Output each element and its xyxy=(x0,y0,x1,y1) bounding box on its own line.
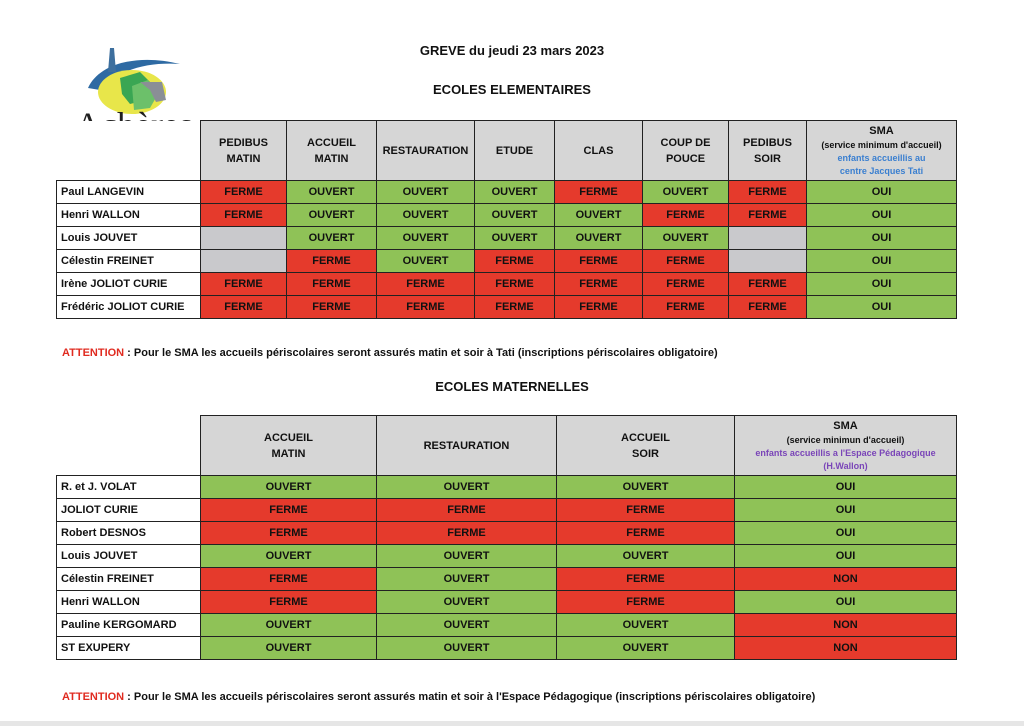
status-cell: FERME xyxy=(557,522,735,545)
status-cell: FERME xyxy=(555,273,643,296)
col-header: ACCUEIL SOIR xyxy=(557,416,735,476)
status-cell: OUI xyxy=(735,476,957,499)
table-row xyxy=(57,476,957,499)
table-row xyxy=(57,522,957,545)
status-cell: OUI xyxy=(807,204,957,227)
school-name: Pauline KERGOMARD xyxy=(57,614,201,637)
school-name: Henri WALLON xyxy=(57,204,201,227)
status-cell: OUVERT xyxy=(287,204,377,227)
status-cell: NON xyxy=(735,568,957,591)
school-name: Robert DESNOS xyxy=(57,522,201,545)
status-cell: FERME xyxy=(557,568,735,591)
status-cell: FERME xyxy=(555,296,643,319)
sma-subtitle: (service minimum d'accueil) xyxy=(821,140,942,150)
table-row xyxy=(57,637,957,660)
table-row xyxy=(57,296,957,319)
status-cell xyxy=(729,227,807,250)
attention-text: : Pour le SMA les accueils périscolaires seront assurés matin et soir à Tati (inscriptions périscolaires obligatoire) xyxy=(124,347,718,359)
col-header: PEDIBUS SOIR xyxy=(729,121,807,181)
status-cell: FERME xyxy=(201,204,287,227)
status-cell: FERME xyxy=(643,250,729,273)
status-cell: OUVERT xyxy=(557,545,735,568)
status-cell: FERME xyxy=(475,296,555,319)
status-cell: OUVERT xyxy=(377,568,557,591)
table-corner xyxy=(57,121,201,181)
table-row xyxy=(57,204,957,227)
status-cell: FERME xyxy=(201,296,287,319)
table-row xyxy=(57,273,957,296)
status-cell xyxy=(729,250,807,273)
status-cell: FERME xyxy=(729,273,807,296)
status-cell: FERME xyxy=(201,522,377,545)
status-cell: FERME xyxy=(555,250,643,273)
status-cell: OUVERT xyxy=(201,614,377,637)
status-cell: FERME xyxy=(201,568,377,591)
status-cell: FERME xyxy=(643,296,729,319)
table-corner xyxy=(57,416,201,476)
elementaires-heading: ECOLES ELEMENTAIRES xyxy=(433,82,591,97)
status-cell xyxy=(201,227,287,250)
document-title: GREVE du jeudi 23 mars 2023 xyxy=(419,43,605,58)
status-cell: OUI xyxy=(807,296,957,319)
status-cell: NON xyxy=(735,614,957,637)
col-header: ACCUEIL MATIN xyxy=(287,121,377,181)
col-header: RESTAURATION xyxy=(377,121,475,181)
status-cell: FERME xyxy=(201,499,377,522)
school-name: Célestin FREINET xyxy=(57,250,201,273)
col-header: ACCUEIL MATIN xyxy=(201,416,377,476)
maternelles-attention-note xyxy=(62,691,815,703)
status-cell: OUVERT xyxy=(557,476,735,499)
status-cell: OUVERT xyxy=(377,545,557,568)
attention-label: ATTENTION xyxy=(62,691,125,703)
status-cell: OUVERT xyxy=(557,614,735,637)
sma-title: SMA xyxy=(869,125,894,137)
status-cell: OUVERT xyxy=(377,614,557,637)
status-cell: OUVERT xyxy=(643,227,729,250)
status-cell: OUVERT xyxy=(377,250,475,273)
status-cell: FERME xyxy=(377,522,557,545)
status-cell: FERME xyxy=(377,273,475,296)
sma-header xyxy=(735,416,957,476)
col-header: COUP DE POUCE xyxy=(643,121,729,181)
col-header: PEDIBUS MATIN xyxy=(201,121,287,181)
status-cell: FERME xyxy=(377,296,475,319)
status-cell: OUVERT xyxy=(287,181,377,204)
status-cell: OUVERT xyxy=(475,204,555,227)
col-header: RESTAURATION xyxy=(377,416,557,476)
status-cell: OUVERT xyxy=(377,591,557,614)
status-cell: FERME xyxy=(287,250,377,273)
status-cell: OUVERT xyxy=(643,181,729,204)
sma-note: enfants accueillis au centre Jacques Tati xyxy=(837,153,926,176)
table-row xyxy=(57,568,957,591)
sma-title: SMA xyxy=(833,420,858,432)
status-cell: OUVERT xyxy=(475,227,555,250)
col-header: ETUDE xyxy=(475,121,555,181)
table-row xyxy=(57,591,957,614)
status-cell: FERME xyxy=(201,273,287,296)
school-name: Paul LANGEVIN xyxy=(57,181,201,204)
status-cell: OUVERT xyxy=(287,227,377,250)
school-name: Irène JOLIOT CURIE xyxy=(57,273,201,296)
sma-header xyxy=(807,121,957,181)
status-cell: OUVERT xyxy=(201,637,377,660)
status-cell: OUI xyxy=(735,591,957,614)
school-name: Henri WALLON xyxy=(57,591,201,614)
status-cell: OUI xyxy=(807,227,957,250)
status-cell: FERME xyxy=(729,181,807,204)
attention-text: : Pour le SMA les accueils périscolaires seront assurés matin et soir à l'Espace Pédagogique (inscriptions périscolaires obligatoire) xyxy=(124,691,816,703)
table-row xyxy=(57,227,957,250)
table-row xyxy=(57,250,957,273)
status-cell: FERME xyxy=(729,296,807,319)
school-name: Frédéric JOLIOT CURIE xyxy=(57,296,201,319)
status-cell: FERME xyxy=(557,591,735,614)
attention-label: ATTENTION xyxy=(62,347,125,359)
school-name: JOLIOT CURIE xyxy=(57,499,201,522)
status-cell: OUVERT xyxy=(555,204,643,227)
status-cell: FERME xyxy=(287,296,377,319)
maternelles-table xyxy=(56,415,957,660)
status-cell: OUVERT xyxy=(201,476,377,499)
status-cell: FERME xyxy=(643,204,729,227)
status-cell: FERME xyxy=(555,181,643,204)
elementaires-table xyxy=(56,120,957,319)
school-name: ST EXUPERY xyxy=(57,637,201,660)
status-cell: OUI xyxy=(735,522,957,545)
sma-note: enfants accueillis a l'Espace Pédagogique (H.Wallon) xyxy=(755,448,936,471)
sma-subtitle: (service minimun d'accueil) xyxy=(786,435,905,445)
col-header: CLAS xyxy=(555,121,643,181)
status-cell: OUI xyxy=(807,181,957,204)
table-row xyxy=(57,545,957,568)
status-cell: OUVERT xyxy=(475,181,555,204)
status-cell: OUVERT xyxy=(377,476,557,499)
status-cell: OUVERT xyxy=(555,227,643,250)
status-cell: FERME xyxy=(557,499,735,522)
school-name: Louis JOUVET xyxy=(57,227,201,250)
status-cell: OUVERT xyxy=(377,204,475,227)
table-row xyxy=(57,181,957,204)
status-cell: FERME xyxy=(475,273,555,296)
status-cell: OUVERT xyxy=(377,227,475,250)
status-cell: OUI xyxy=(807,273,957,296)
status-cell: OUI xyxy=(735,545,957,568)
status-cell: FERME xyxy=(287,273,377,296)
status-cell: OUVERT xyxy=(557,637,735,660)
school-name: Louis JOUVET xyxy=(57,545,201,568)
status-cell: OUI xyxy=(735,499,957,522)
status-cell: OUI xyxy=(807,250,957,273)
status-cell: OUVERT xyxy=(201,545,377,568)
status-cell: FERME xyxy=(377,499,557,522)
elementaires-attention-note xyxy=(62,347,718,359)
status-cell: FERME xyxy=(201,181,287,204)
maternelles-heading: ECOLES MATERNELLES xyxy=(435,379,589,394)
status-cell: OUVERT xyxy=(377,637,557,660)
status-cell: FERME xyxy=(201,591,377,614)
table-row xyxy=(57,614,957,637)
status-cell: FERME xyxy=(475,250,555,273)
status-cell: NON xyxy=(735,637,957,660)
status-cell: OUVERT xyxy=(377,181,475,204)
status-cell xyxy=(201,250,287,273)
table-row xyxy=(57,499,957,522)
school-name: R. et J. VOLAT xyxy=(57,476,201,499)
page-edge xyxy=(0,721,1024,726)
status-cell: FERME xyxy=(643,273,729,296)
status-cell: FERME xyxy=(729,204,807,227)
school-name: Célestin FREINET xyxy=(57,568,201,591)
